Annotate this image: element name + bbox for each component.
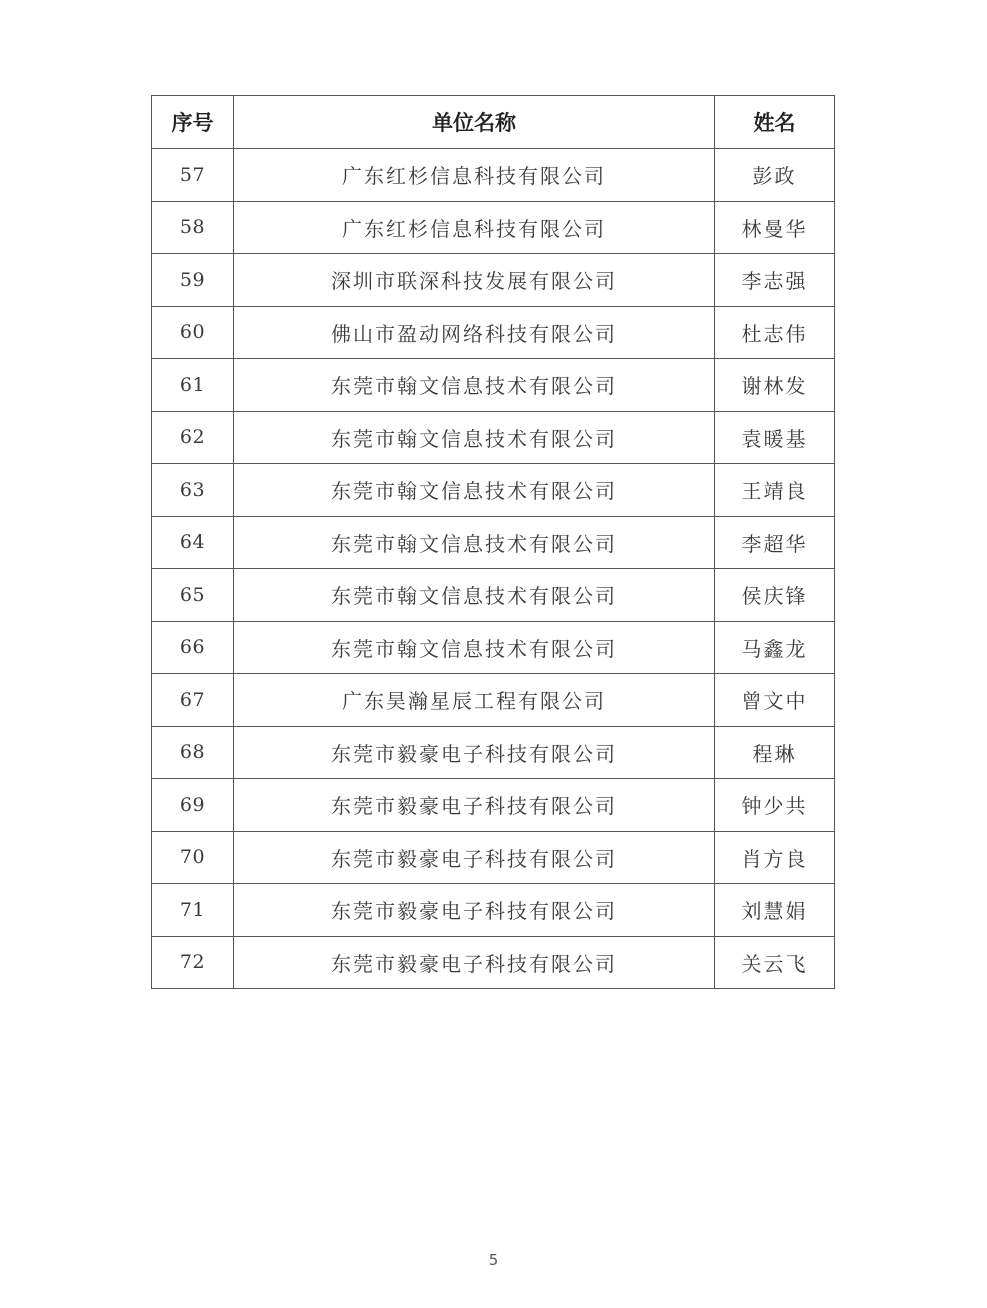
- table-row: [152, 674, 835, 727]
- cell-unit-name: 东莞市毅豪电子科技有限公司: [234, 884, 715, 937]
- cell-serial-number: 58: [152, 201, 234, 254]
- cell-person-name: 彭政: [715, 149, 835, 202]
- cell-unit-name: 广东昊瀚星辰工程有限公司: [234, 674, 715, 727]
- cell-serial-number: 65: [152, 569, 234, 622]
- cell-person-name: 谢林发: [715, 359, 835, 412]
- header-unit-name: 单位名称: [234, 96, 715, 149]
- table-row: [152, 884, 835, 937]
- cell-unit-name: 东莞市毅豪电子科技有限公司: [234, 936, 715, 989]
- cell-person-name: 曾文中: [715, 674, 835, 727]
- cell-unit-name: 东莞市翰文信息技术有限公司: [234, 516, 715, 569]
- cell-unit-name: 东莞市翰文信息技术有限公司: [234, 569, 715, 622]
- cell-person-name: 钟少共: [715, 779, 835, 832]
- cell-unit-name: 广东红杉信息科技有限公司: [234, 149, 715, 202]
- table-row: [152, 149, 835, 202]
- table-row: [152, 254, 835, 307]
- table-row: [152, 464, 835, 517]
- table-row: [152, 726, 835, 779]
- cell-unit-name: 东莞市毅豪电子科技有限公司: [234, 831, 715, 884]
- table-row: [152, 306, 835, 359]
- table-row: [152, 201, 835, 254]
- table-row: [152, 569, 835, 622]
- cell-serial-number: 70: [152, 831, 234, 884]
- header-person-name: 姓名: [715, 96, 835, 149]
- cell-person-name: 李志强: [715, 254, 835, 307]
- table-row: [152, 359, 835, 412]
- cell-serial-number: 64: [152, 516, 234, 569]
- cell-serial-number: 60: [152, 306, 234, 359]
- cell-serial-number: 61: [152, 359, 234, 412]
- cell-serial-number: 68: [152, 726, 234, 779]
- cell-serial-number: 69: [152, 779, 234, 832]
- cell-person-name: 刘慧娟: [715, 884, 835, 937]
- table-row: [152, 831, 835, 884]
- cell-unit-name: 东莞市毅豪电子科技有限公司: [234, 726, 715, 779]
- table-row: [152, 411, 835, 464]
- cell-person-name: 袁暖基: [715, 411, 835, 464]
- cell-person-name: 杜志伟: [715, 306, 835, 359]
- cell-person-name: 关云飞: [715, 936, 835, 989]
- cell-person-name: 王靖良: [715, 464, 835, 517]
- table-row: [152, 621, 835, 674]
- cell-person-name: 马鑫龙: [715, 621, 835, 674]
- cell-unit-name: 东莞市翰文信息技术有限公司: [234, 359, 715, 412]
- header-serial-number: 序号: [152, 96, 234, 149]
- personnel-table: [151, 95, 835, 989]
- cell-unit-name: 深圳市联深科技发展有限公司: [234, 254, 715, 307]
- cell-unit-name: 东莞市翰文信息技术有限公司: [234, 464, 715, 517]
- table-row: [152, 516, 835, 569]
- cell-person-name: 程琳: [715, 726, 835, 779]
- cell-person-name: 林曼华: [715, 201, 835, 254]
- cell-serial-number: 63: [152, 464, 234, 517]
- cell-person-name: 侯庆锋: [715, 569, 835, 622]
- personnel-table-container: [151, 95, 834, 989]
- cell-unit-name: 东莞市翰文信息技术有限公司: [234, 411, 715, 464]
- cell-person-name: 肖方良: [715, 831, 835, 884]
- cell-unit-name: 广东红杉信息科技有限公司: [234, 201, 715, 254]
- cell-serial-number: 66: [152, 621, 234, 674]
- table-row: [152, 779, 835, 832]
- table-row: [152, 936, 835, 989]
- page-number: 5: [488, 1251, 499, 1269]
- cell-serial-number: 72: [152, 936, 234, 989]
- cell-unit-name: 东莞市毅豪电子科技有限公司: [234, 779, 715, 832]
- cell-unit-name: 佛山市盈动网络科技有限公司: [234, 306, 715, 359]
- cell-serial-number: 71: [152, 884, 234, 937]
- cell-serial-number: 57: [152, 149, 234, 202]
- cell-person-name: 李超华: [715, 516, 835, 569]
- cell-serial-number: 62: [152, 411, 234, 464]
- cell-serial-number: 59: [152, 254, 234, 307]
- table-header-row: [152, 96, 835, 149]
- cell-unit-name: 东莞市翰文信息技术有限公司: [234, 621, 715, 674]
- cell-serial-number: 67: [152, 674, 234, 727]
- table-body: [152, 149, 835, 989]
